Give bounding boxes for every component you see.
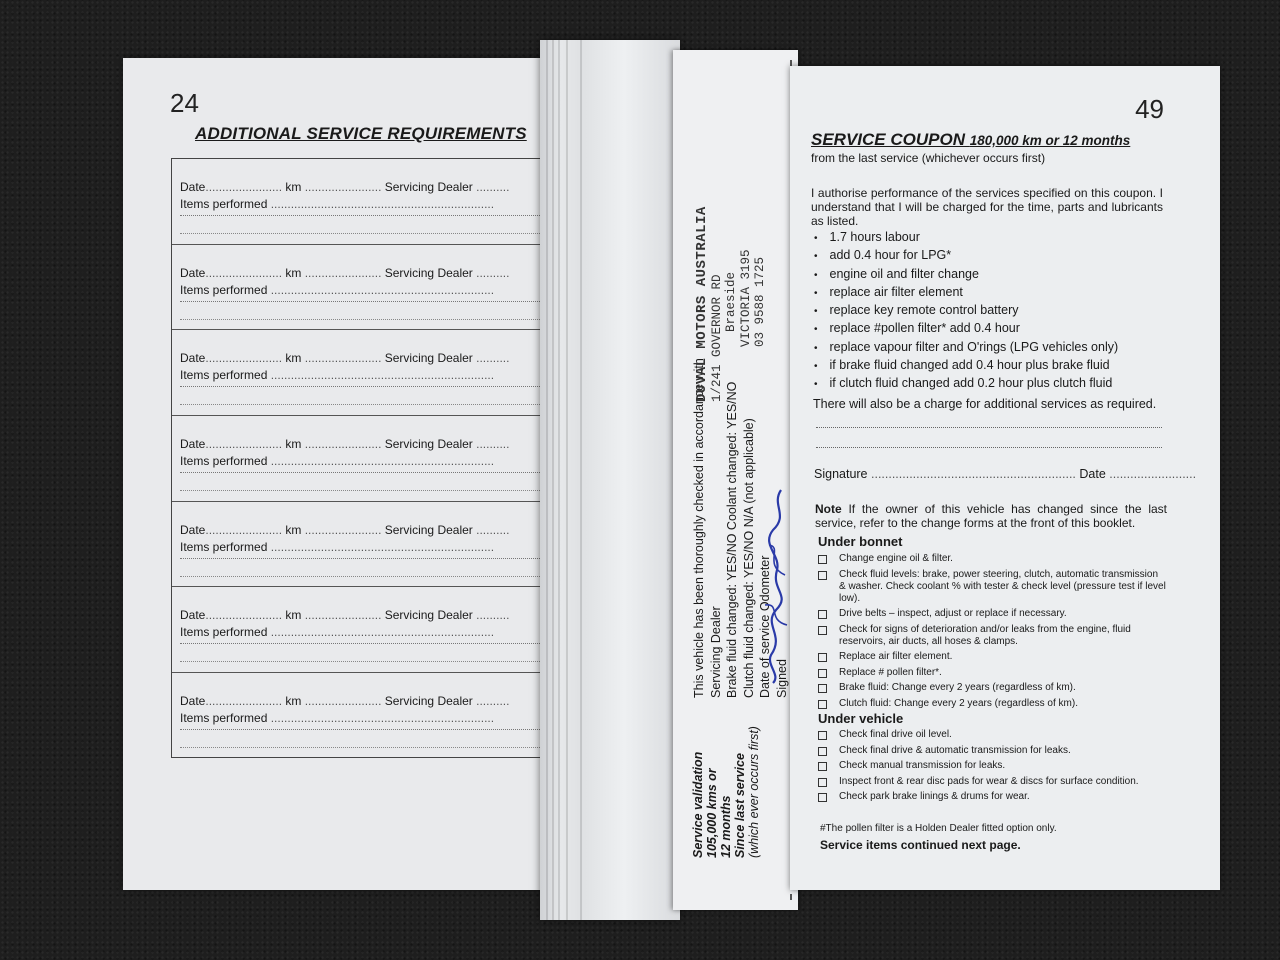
checklist-item: Check manual transmission for leaks. [816,760,1166,772]
blank-line [816,447,1162,448]
entry-date-km-dealer-row: Date....................... km ....................... Servicing Dealer .......... [180,608,510,623]
continued-note: Service items continued next page. [820,838,1021,852]
coupon-subtitle: from the last service (whichever occurs first) [811,151,1046,165]
entry-date-km-dealer-row: Date....................... km ....................... Servicing Dealer .......... [180,522,510,537]
blank-line [180,729,540,730]
page-stack [540,40,680,920]
labour-list [814,230,1118,395]
blank-line [816,427,1162,428]
checklist-item: Clutch fluid: Change every 2 years (regardless of km). [816,698,1166,710]
entry-date-km-dealer-row: Date....................... km ....................... Servicing Dealer .......... [180,351,510,366]
under-vehicle-checklist [816,729,1166,807]
checklist-item: Change engine oil & filter. [816,553,1166,565]
entry-items-row: Items performed ................................................................... [180,539,495,554]
stub-line: Brake fluid changed: YES/NO Coolant changed: YES/NO [725,381,739,698]
validation-heading: Service validation 105,000 kms or 12 months Since last service (which ever occurs first) [691,726,761,858]
blank-line [180,661,540,662]
service-entry [172,330,553,416]
service-entries-table [171,158,553,758]
page-number-right: 49 [1135,94,1164,124]
left-page [123,58,553,890]
blank-line [180,386,540,387]
blank-line [180,215,540,216]
blank-line [180,233,540,234]
labour-item: • replace key remote control battery [814,303,1118,321]
entry-date-km-dealer-row: Date....................... km ....................... Servicing Dealer .......... [180,694,510,709]
page-number-left: 24 [170,88,199,118]
stub-line: Date of service Odometer [758,555,772,698]
labour-item: • if clutch fluid changed add 0.2 hour plus clutch fluid [814,376,1118,394]
labour-item: • replace vapour filter and O'rings (LPG vehicles only) [814,340,1118,358]
blank-line [180,576,540,577]
signature-row: Signature ........................................................... Date ......................... [814,467,1197,481]
right-page [790,66,1220,890]
pollen-filter-note: #The pollen filter is a Holden Dealer fitted option only. [820,823,1057,834]
owner-change-note: Note If the owner of this vehicle has changed since the last service, refer to the change forms at the front of this booklet. [815,502,1167,530]
service-entry [172,159,553,245]
blank-line [180,404,540,405]
blank-line [180,301,540,302]
blank-line [180,643,540,644]
checklist-item: Check final drive & automatic transmission for leaks. [816,745,1166,757]
checklist-item: Check for signs of deterioration and/or leaks from the engine, fluid reservoirs, air ducts, all hoses & clamps. [816,624,1166,648]
coupon-interval: 180,000 km or 12 months [969,133,1131,148]
page-title: ADDITIONAL SERVICE REQUIREMENTS [195,124,527,143]
checklist-item: Replace air filter element. [816,651,1166,663]
entry-items-row: Items performed ................................................................... [180,368,495,383]
blank-line [180,747,540,748]
blank-line [180,490,540,491]
checklist-item: Check final drive oil level. [816,729,1166,741]
dealer-stamp: DUVAL MOTORS AUSTRALIA 1/241 GOVERNOR RD Braeside VICTORIA 3195 03 9588 1725 [694,206,767,402]
additional-charge-text: There will also be a charge for additional services as required. [813,397,1157,411]
under-bonnet-heading: Under bonnet [818,534,903,549]
stub-line: This vehicle has been thoroughly checked in accordance with [692,358,706,698]
checklist-item: Check park brake linings & drums for wear. [816,791,1166,803]
checklist-item: Drive belts – inspect, adjust or replace if necessary. [816,608,1166,620]
service-entry [172,587,553,673]
entry-date-km-dealer-row: Date....................... km ....................... Servicing Dealer .......... [180,265,510,280]
stub-line: Signed [774,659,789,698]
labour-item: • replace #pollen filter* add 0.4 hour [814,321,1118,339]
entry-items-row: Items performed ................................................................... [180,197,495,211]
entry-items-row: Items performed ................................................................... [180,454,495,469]
checklist-item: Check fluid levels: brake, power steering, clutch, automatic transmission & washer. Check coolant % with tester & check level (pressure test if level low). [816,569,1166,605]
labour-item: • add 0.4 hour for LPG* [814,248,1118,266]
blank-line [180,472,540,473]
under-bonnet-checklist [816,553,1166,713]
checklist-item: Replace # pollen filter*. [816,667,1166,679]
entry-date-km-dealer-row: Date....................... km ....................... Servicing Dealer .......... [180,180,510,194]
coupon-title: SERVICE COUPON 180,000 km or 12 months [811,130,1131,149]
labour-item: • 1.7 hours labour [814,230,1118,248]
service-entry [172,673,553,759]
checklist-item: Inspect front & rear disc pads for wear & discs for surface condition. [816,776,1166,788]
service-entry [172,416,553,502]
blank-line [180,558,540,559]
entry-items-row: Items performed ................................................................... [180,711,495,726]
labour-item: • engine oil and filter change [814,267,1118,285]
blank-line [180,319,540,320]
checklist-item: Brake fluid: Change every 2 years (regardless of km). [816,682,1166,694]
labour-item: • if brake fluid changed add 0.4 hour plus brake fluid [814,358,1118,376]
service-entry [172,245,553,331]
authorisation-text: I authorise performance of the services specified on this coupon. I understand that I will be charged for the time, parts and lubricants as listed. [811,186,1163,228]
stub-line: Clutch fluid changed: YES/NO N/A (not applicable) [741,418,756,698]
entry-date-km-dealer-row: Date....................... km ....................... Servicing Dealer .......... [180,437,510,452]
under-vehicle-heading: Under vehicle [818,711,904,726]
stub-line: Servicing Dealer [708,606,723,698]
service-entry [172,502,553,588]
labour-item: • replace air filter element [814,285,1118,303]
entry-items-row: Items performed ................................................................... [180,625,495,640]
service-validation-stub [673,50,798,910]
entry-items-row: Items performed ................................................................... [180,282,495,297]
